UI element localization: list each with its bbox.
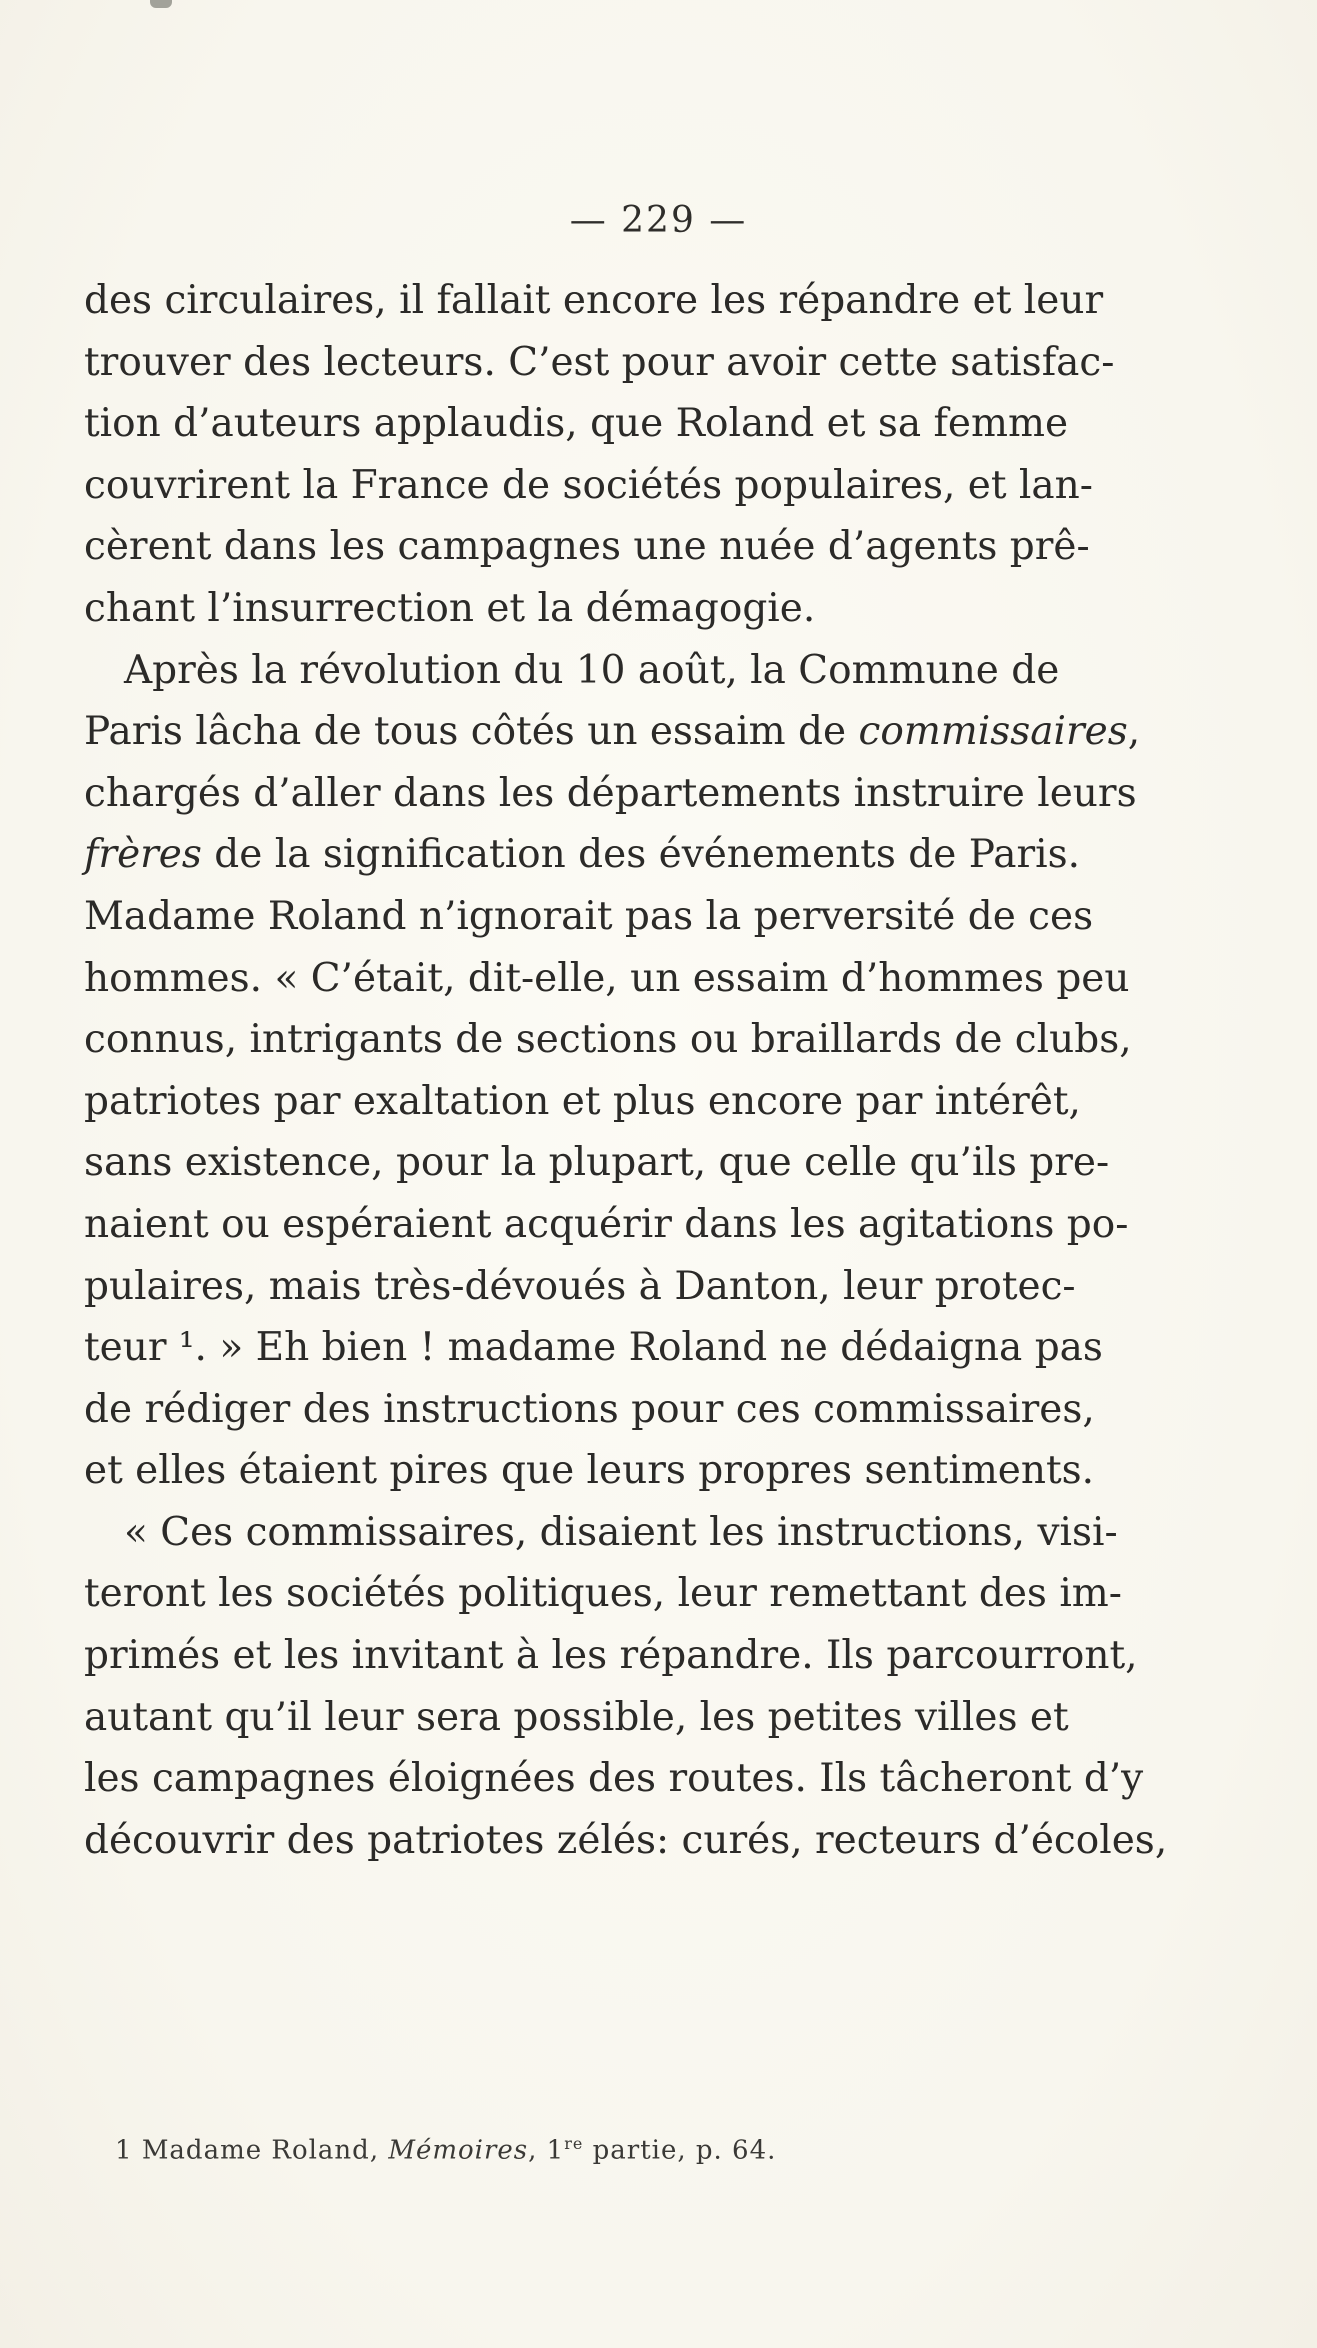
footnote-superscript: re bbox=[564, 2134, 584, 2153]
text-line: teront les sociétés politiques, leur remettant des im- bbox=[84, 1571, 1122, 1617]
text-line bbox=[84, 824, 1080, 886]
text-line: Madame Roland n’ignorait pas la perversité de ces bbox=[84, 893, 1094, 939]
text-line: naient ou espéraient acquérir dans les agitations po- bbox=[84, 1201, 1129, 1247]
text-line: et elles étaient pires que leurs propres sentiments. bbox=[84, 1448, 1095, 1494]
text-line: les campagnes éloignées des routes. Ils tâcheront d’y bbox=[84, 1756, 1144, 1802]
text-line: patriotes par exaltation et plus encore par intérêt, bbox=[84, 1078, 1081, 1124]
text-line: « Ces commissaires, disaient les instructions, visi- bbox=[124, 1509, 1118, 1555]
footnote-title: Mémoires bbox=[388, 2135, 529, 2166]
text-line: couvrirent la France de sociétés populaires, et lan- bbox=[84, 462, 1093, 508]
text-line: découvrir des patriotes zélés: curés, recteurs d’écoles, bbox=[84, 1817, 1168, 1863]
italic-term: frères bbox=[84, 832, 202, 878]
text-line: des circulaires, il fallait encore les répandre et leur bbox=[84, 278, 1104, 323]
footnote-text: partie, p. 64. bbox=[583, 2135, 777, 2166]
text-line: teur ¹. » Eh bien ! madame Roland ne dédaigna pas bbox=[84, 1325, 1103, 1371]
footnote bbox=[115, 2134, 776, 2166]
page-number: — 229 — bbox=[569, 200, 748, 241]
text-line: sans existence, pour la plupart, que celle qu’ils pre- bbox=[84, 1140, 1110, 1186]
footnote-marker: 1 bbox=[115, 2135, 133, 2166]
text-span: de la signification des événements de Paris. bbox=[201, 832, 1080, 878]
text-line: de rédiger des instructions pour ces commissaires, bbox=[84, 1386, 1095, 1432]
text-span: Paris lâcha de tous côtés un essaim de bbox=[84, 709, 859, 755]
text-line: primés et les invitant à les répandre. Ils parcourront, bbox=[84, 1633, 1138, 1679]
text-line: autant qu’il leur sera possible, les petites villes et bbox=[84, 1694, 1069, 1740]
text-span: , bbox=[1127, 709, 1141, 755]
text-line: cèrent dans les campagnes une nuée d’agents prê- bbox=[84, 524, 1090, 570]
text-line: chargés d’aller dans les départements instruire leurs bbox=[84, 770, 1137, 816]
text-line: hommes. « C’était, dit-elle, un essaim d’hommes peu bbox=[84, 955, 1130, 1001]
text-line: chant l’insurrection et la démagogie. bbox=[84, 585, 816, 631]
text-line: connus, intrigants de sections ou braillards de clubs, bbox=[84, 1017, 1132, 1063]
text-line: pulaires, mais très-dévoués à Danton, leur protec- bbox=[84, 1263, 1076, 1309]
ink-speck bbox=[150, 0, 172, 8]
text-line: tion d’auteurs applaudis, que Roland et sa femme bbox=[84, 401, 1069, 447]
text-line: trouver des lecteurs. C’est pour avoir cette satisfac- bbox=[84, 339, 1115, 385]
text-line: Après la révolution du 10 août, la Commune de bbox=[124, 647, 1060, 693]
italic-term: commissaires bbox=[858, 709, 1128, 755]
text-line bbox=[84, 701, 1141, 763]
body-text bbox=[84, 270, 1168, 1871]
footnote-text: Madame Roland, bbox=[141, 2135, 389, 2166]
footnote-text: , 1 bbox=[528, 2135, 565, 2166]
